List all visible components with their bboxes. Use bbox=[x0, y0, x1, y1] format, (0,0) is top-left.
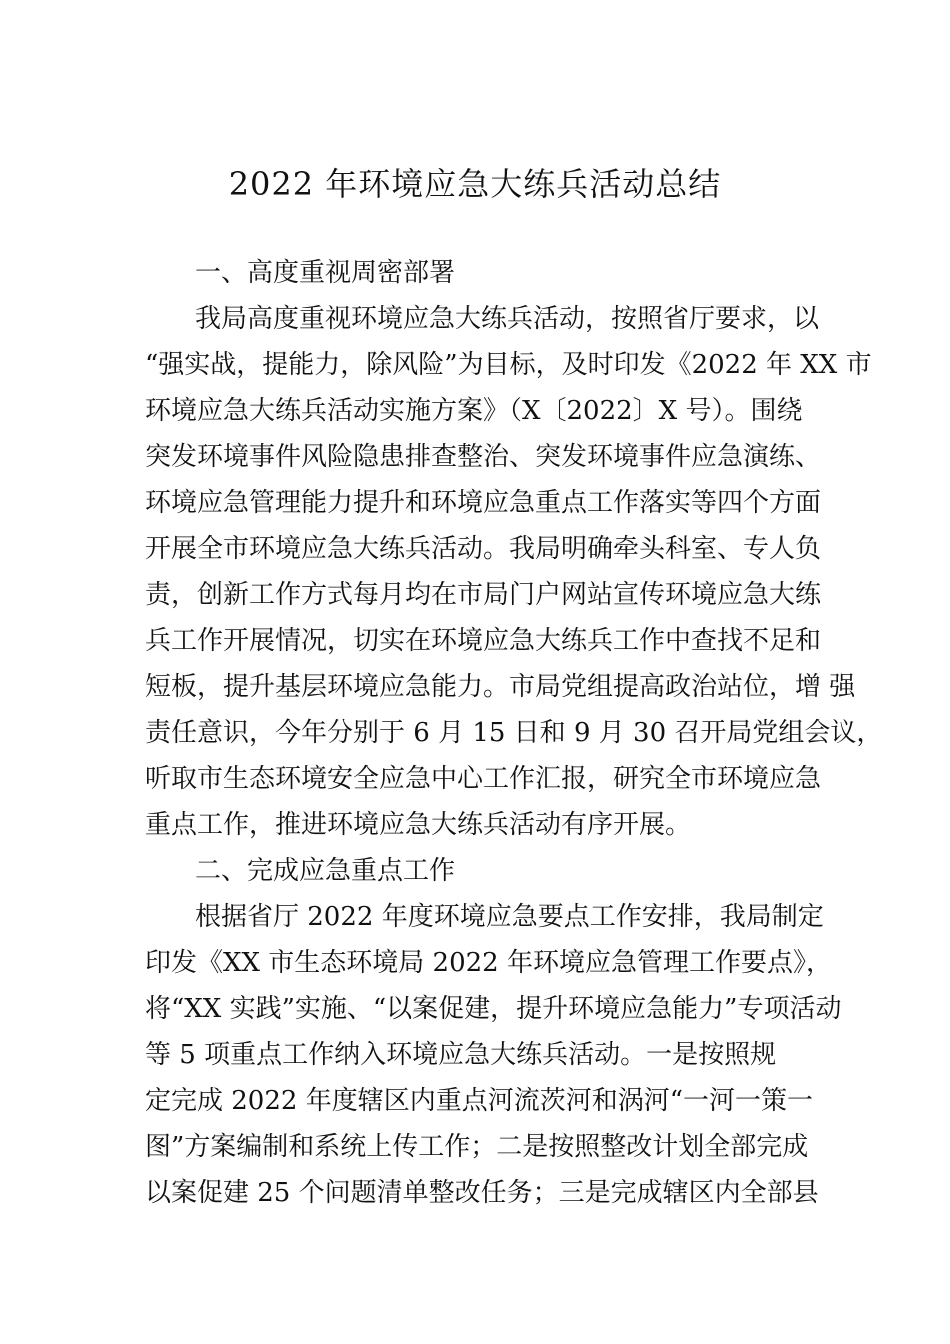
paragraph-line: 我局高度重视环境应急大练兵活动，按照省厅要求，以 bbox=[195, 304, 820, 334]
paragraph-line: 印发《XX 市生态环境局 2022 年环境应急管理工作要点》， bbox=[145, 948, 832, 978]
paragraph-line: 根据省厅 2022 年度环境应急要点工作安排，我局制定 bbox=[195, 902, 824, 932]
document-body bbox=[145, 250, 883, 1216]
paragraph-line: 重点工作，推进环境应急大练兵活动有序开展。 bbox=[145, 810, 692, 840]
paragraph-line: 兵工作开展情况，切实在环境应急大练兵工作中查找不足和 bbox=[145, 626, 822, 656]
paragraph-line: 等 5 项重点工作纳入环境应急大练兵活动。一是按照规 bbox=[145, 1040, 777, 1070]
paragraph-line: “强实战，提能力，除风险”为目标，及时印发《2022 年 XX 市 bbox=[145, 350, 872, 380]
paragraph-line: 环境应急管理能力提升和环境应急重点工作落实等四个方面 bbox=[145, 488, 822, 518]
paragraph-line: 短板，提升基层环境应急能力。市局党组提高政治站位，增 强 bbox=[145, 672, 856, 702]
document-title: 2022 年环境应急大练兵活动总结 bbox=[228, 165, 722, 203]
paragraph-line: 将“XX 实践”实施、“以案促建，提升环境应急能力”专项活动 bbox=[145, 994, 842, 1024]
paragraph-line: 开展全市环境应急大练兵活动。我局明确牵头科室、专人负 bbox=[145, 534, 822, 564]
paragraph-line: 图”方案编制和系统上传工作；二是按照整改计划全部完成 bbox=[145, 1132, 809, 1162]
paragraph-line: 听取市生态环境安全应急中心工作汇报，研究全市环境应急 bbox=[145, 764, 822, 794]
paragraph-line: 环境应急大练兵活动实施方案》（X〔2022〕X 号）。围绕 bbox=[145, 396, 803, 426]
paragraph-line: 突发环境事件风险隐患排查整治、突发环境事件应急演练、 bbox=[145, 442, 822, 472]
paragraph-line: 定完成 2022 年度辖区内重点河流茨河和涡河“一河一策一 bbox=[145, 1086, 813, 1116]
section-heading-2: 二、完成应急重点工作 bbox=[195, 856, 456, 886]
paragraph-line: 责任意识，今年分别于 6 月 15 日和 9 月 30 召开局党组会议， bbox=[145, 718, 883, 748]
paragraph-line: 责，创新工作方式每月均在市局门户网站宣传环境应急大练 bbox=[145, 580, 822, 610]
paragraph-line: 以案促建 25 个问题清单整改任务；三是完成辖区内全部县 bbox=[145, 1178, 819, 1208]
section-heading-1: 一、高度重视周密部署 bbox=[195, 258, 456, 288]
